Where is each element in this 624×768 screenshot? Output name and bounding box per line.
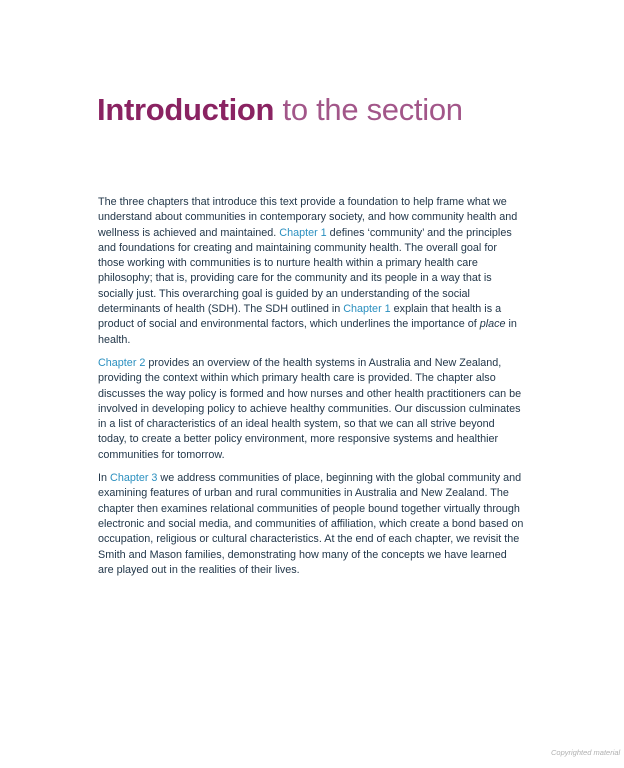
text-segment: in health. (98, 318, 517, 346)
page-title (97, 92, 463, 128)
text-segment: we address communities of place, beginning with the global community and examining features of urban and rural communities in Australia and New Zealand. The chapter then examines relational communities of people bound together virtually through electronic and social media, and communities of affiliation, which create a bond based on occupation, religious or cultural characteristics. At the end of each chapter, we revisit the Smith and Mason families, demonstrating how many of the concepts we have learned are played out in the realities of their lives. (98, 472, 524, 576)
body-text (98, 195, 524, 586)
emphasis-text: place (479, 318, 506, 331)
copyright-watermark: Copyrighted material (551, 748, 621, 757)
chapter-link[interactable]: Chapter 3 (110, 472, 158, 485)
chapter-link[interactable]: Chapter 1 (279, 226, 327, 239)
title-light: to the section (274, 92, 463, 127)
text-segment: The three chapters that introduce this text provide a foundation to help frame what we understand about communities in contemporary society, and how community health and wellness is achieved and maintained. (98, 196, 518, 239)
chapter-link[interactable]: Chapter 2 (98, 356, 146, 369)
paragraph (98, 356, 524, 463)
chapter-link[interactable]: Chapter 1 (343, 303, 391, 316)
text-segment: In (98, 472, 111, 485)
text-segment: explain that health is a product of social and environmental factors, which underlines the importance of (98, 303, 502, 331)
text-segment: provides an overview of the health systems in Australia and New Zealand, providing the context within which primary health care is provided. The chapter also discusses the way policy is formed and how nurses and other health practitioners can be involved in developing policy to achieve healthy communities. Our discussion culminates in a list of characteristics of an ideal health system, so that we can all strive beyond today, to create a better policy environment, more responsive systems and healthier communities for tomorrow. (98, 356, 522, 461)
title-bold: Introduction (97, 92, 275, 127)
paragraph (98, 471, 524, 578)
text-segment: defines ‘community’ and the principles and foundations for creating and maintaining community health. The overall goal for those working with communities is to nurture health within a primary health care philosophy; that is, providing care for the community and its people in a way that is socially just. This overarching goal is guided by an understanding of the social determinants of health (SDH). The SDH outlined in (98, 226, 512, 316)
paragraph (98, 195, 524, 348)
